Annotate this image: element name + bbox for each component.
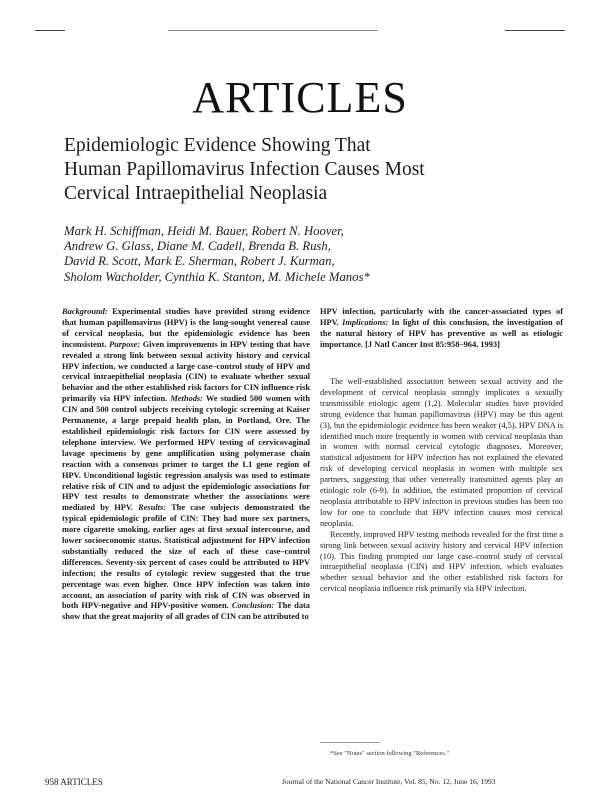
title-line: Human Papillomavirus Infection Causes Most (64, 159, 425, 180)
author-line: Andrew G. Glass, Diane M. Cadell, Brenda B. Rush, (64, 239, 331, 254)
abstract-text-background: Experimental studies have provided strong evidence that human papillomavirus (HPV) is the long-sought venereal cause of cervical neoplasia, but the epidemiologic evidence has been inconsistent. (62, 307, 310, 349)
abstract-label-methods: Methods: (170, 394, 203, 404)
top-rule-left (35, 30, 65, 31)
abstract-text-methods: We studied 500 women with CIN and 500 control subjects receiving cytologic screening at Kaiser Permanente, a large prepaid health plan, in Portland, Ore. The established epidemiologic risk factors for CIN were assessed by telephone interview. We performed HPV testing of cervicovaginal lavage specimens by gene amplification using polymerase chain reaction with a consensus primer to target the L1 gene region of HPV. Unconditional logistic regression analysis was used to estimate relative risk of CIN and to adjust the epidemiologic associations for HPV test results to demonstrate whether the associations were mediated by HPV. (62, 394, 310, 513)
abstract-text-purpose: Given improvements in HPV testing that have revealed a strong link between sexual activity history and cervical HPV infection, we conducted a large case–control study of HPV and cervical intraepithelial neoplasia (CIN) to evaluate whether sexual behavior and the other established risk factors for CIN influence risk primarily via HPV infection. (62, 339, 310, 404)
author-line: Mark H. Schiffman, Heidi M. Bauer, Robert N. Hoover, (64, 224, 344, 238)
abstract-label-results: Results: (138, 503, 167, 513)
abstract-right-continuation (320, 307, 563, 351)
page-number: 958 (45, 777, 59, 787)
footnote-rule (320, 742, 380, 743)
journal-citation: Journal of the National Cancer Institute, Vol. 85, No. 12, June 16, 1993 (282, 777, 496, 786)
section-heading: ARTICLES (192, 73, 408, 122)
top-rule-right (505, 30, 565, 31)
body-text-column (320, 377, 563, 595)
abstract-label-purpose: Purpose: (109, 339, 141, 349)
author-list (64, 224, 564, 285)
author-line: David R. Scott, Mark E. Sherman, Robert J. Kurman, (64, 254, 335, 269)
footer-section: ARTICLES (60, 777, 103, 787)
abstract-label-implications: Implications: (342, 317, 389, 327)
page-footer-left (45, 777, 103, 787)
body-paragraph: Recently, improved HPV testing methods revealed for the first time a strong link between sexual activity history and cervical HPV infection (10). This finding prompted our large case–control study of cervical intraepithelial neoplasia (CIN) and HPV infection, which evaluates whether sexual behavior and the other established risk factors for cervical neoplasia influence risk primarily via HPV infection. (320, 529, 563, 594)
author-line: Sholom Wacholder, Cynthia K. Stanton, M. Michele Manos* (64, 269, 370, 284)
top-rule-middle (168, 30, 378, 31)
abstract-text-conclusion: The data show that the great majority of all grades of CIN can be attributed to (62, 601, 310, 622)
author-footnote: *See "Notes" section following "References." (330, 750, 450, 757)
abstract-text-results: The case subjects demonstrated the typical epidemiologic profile of CIN: They had more sex partners, more cigarette smoking, earlier ages at first sexual intercourse, and lower socioeconomic status. Statistical adjustment for HPV infection substantially reduced the size of each of these case–control differences. Seventy-six percent of cases could be attributed to HPV infection; the results of cytologic review suggested that the true percentage was even higher. Once HPV infection was taken into account, an association of parity with risk of CIN was observed in both HPV-negative and HPV-positive women. (62, 503, 310, 611)
abstract-label-conclusion: Conclusion: (231, 601, 275, 611)
abstract-text-continued: HPV infection, particularly with the cancer-associated types of HPV. (320, 307, 563, 327)
abstract-left-column (62, 307, 310, 623)
title-line: Cervical Intraepithelial Neoplasia (64, 183, 328, 204)
abstract-text-implications: In light of this conclusion, the investigation of the natural history of HPV has preventive as well as etiologic importance. [J Natl Cancer Inst 85:958–964, 1993] (320, 317, 563, 349)
abstract-label-background: Background: (62, 307, 108, 316)
article-title (64, 134, 564, 206)
body-paragraph: The well-established association between sexual activity and the development of cervical neoplasia strongly implicates a sexually transmissible etiologic agent (1,2). Molecular studies have provided strong evidence that human papillomavirus (HPV) may be this agent (3), but the epidemiologic evidence has been weaker (4,5). HPV DNA is identified much more frequently in women with cervical neoplasia than in women with normal cervical cytologic diagnoses. Moreover, statistical adjustment for HPV infection has not explained the elevated risk of developing cervical neoplasia in women with multiple sex partners, suggesting that other venereally transmitted agents play an etiologic role (6-9). In addition, the estimated proportion of cervical neoplasia attributable to HPV infection in previous studies has been too low for one to conclude that HPV infection causes most cervical neoplasia. (320, 377, 563, 528)
title-line: Epidemiologic Evidence Showing That (64, 135, 371, 156)
